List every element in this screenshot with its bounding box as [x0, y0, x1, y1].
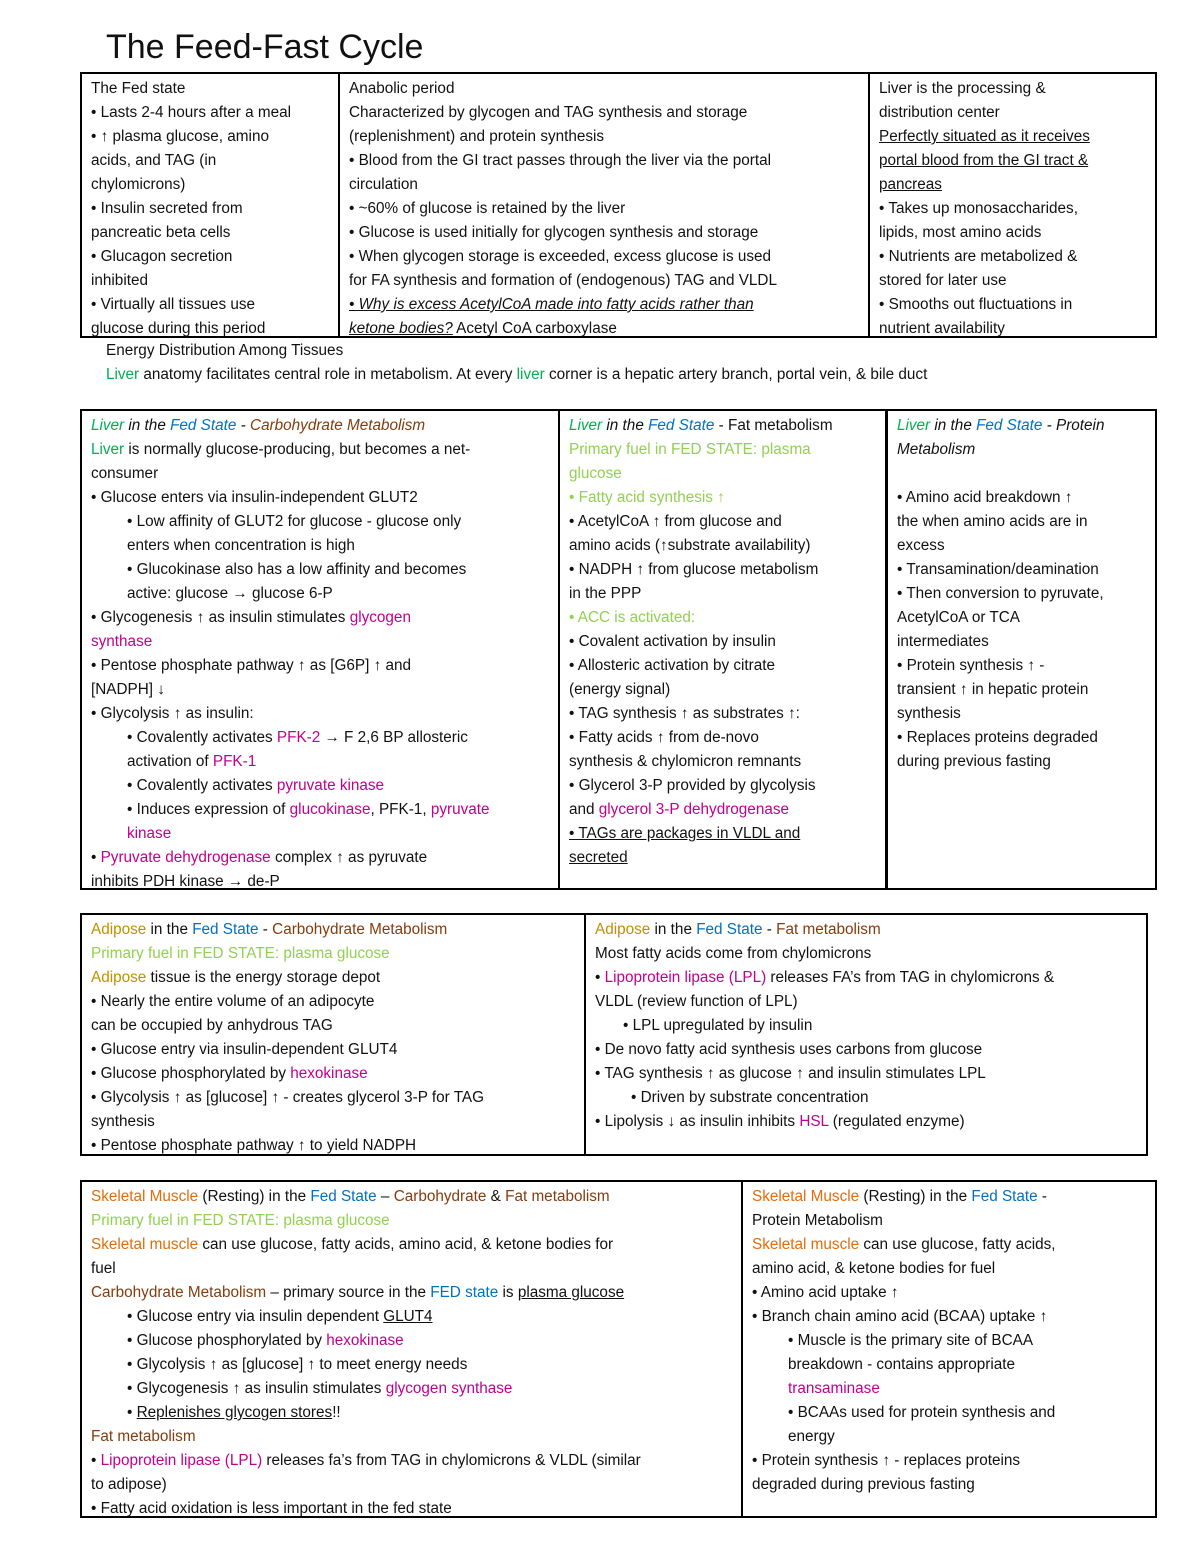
- liver-center-line: • Smooths out fluctuations in: [879, 296, 1073, 313]
- skeletal-muscle-fed-state-table: [80, 1180, 1157, 1518]
- adipose-carb-heading: [91, 918, 576, 942]
- liver-carb-line: enters when concentration is high: [127, 537, 355, 554]
- anabolic-period-column: [338, 74, 868, 336]
- liver-protein-line: during previous fasting: [897, 753, 1051, 770]
- liver-carb-line: [91, 750, 550, 774]
- liver-fat-line: • Covalent activation by insulin: [569, 633, 776, 650]
- muscle-line: • Glycolysis ↑ as [glucose] ↑ to meet energy needs: [127, 1356, 468, 1373]
- adipose-word: Adipose: [91, 969, 147, 986]
- liver-carb-line: [NADPH] ↓: [91, 681, 165, 698]
- liver-carb-line: [91, 798, 550, 822]
- text: • Glycogenesis ↑ as insulin stimulates: [127, 1380, 386, 1397]
- text: is normally glucose-producing, but becomes a net-: [124, 441, 471, 458]
- adipose-word: Adipose: [595, 921, 651, 938]
- liver-fat-line: [569, 798, 877, 822]
- text: – primary source in the: [266, 1284, 431, 1301]
- muscle-line: • Fatty acid oxidation is less important in the fed state: [91, 1500, 452, 1516]
- muscle-protein-line: • Amino acid uptake ↑: [752, 1284, 899, 1301]
- liver-carb-line: [91, 726, 550, 750]
- liver-carb-heading: [91, 414, 550, 438]
- liver-word: Liver: [91, 441, 125, 458]
- liver-center-line: • Nutrients are metabolized &: [879, 248, 1078, 265]
- heading-topic: Carbohydrate: [393, 1188, 487, 1205]
- heading-text: (Resting) in the: [198, 1188, 311, 1205]
- underlined-text: GLUT4: [383, 1308, 433, 1325]
- enzyme-name: Lipoprotein lipase (LPL): [604, 969, 767, 986]
- liver-center-underlined: Perfectly situated as it receives: [879, 128, 1090, 145]
- adipose-carb-line: • Glucose entry via insulin-dependent GLUT4: [91, 1041, 398, 1058]
- liver-protein-line: transient ↑ in hepatic protein: [897, 681, 1089, 698]
- liver-fat-line: synthesis & chylomicron remnants: [569, 753, 802, 770]
- text: • Glucose phosphorylated by: [127, 1332, 327, 1349]
- liver-anatomy-text: corner is a hepatic artery branch, portal vein, & bile duct: [544, 366, 928, 383]
- muscle-line: [91, 1305, 733, 1329]
- liver-fat-line: • NADPH ↑ from glucose metabolism: [569, 561, 819, 578]
- fed-state-line: glucose during this period: [91, 320, 266, 336]
- adipose-fat-heading: [595, 918, 1138, 942]
- liver-protein-line: excess: [897, 537, 945, 554]
- liver-carb-line: • Glucokinase also has a low affinity and becomes: [127, 561, 467, 578]
- question-line: • Why is excess AcetylCoA made into fatty acids rather than: [349, 296, 754, 313]
- liver-fat-line: (energy signal): [569, 681, 671, 698]
- fed-state-word: Fed State: [971, 1188, 1038, 1205]
- liver-word: liver: [516, 366, 545, 383]
- heading-topic: Carbohydrate Metabolism: [250, 417, 426, 434]
- answer-line: [349, 317, 860, 336]
- liver-center-line: stored for later use: [879, 272, 1007, 289]
- fed-state-line: • Lasts 2-4 hours after a meal: [91, 104, 292, 121]
- enzyme-name: PFK-1: [212, 753, 257, 770]
- text: • Induces expression of: [127, 801, 290, 818]
- adipose-fat-line: [595, 966, 1138, 990]
- liver-center-line: • Takes up monosaccharides,: [879, 200, 1078, 217]
- anabolic-line: • Glucose is used initially for glycogen synthesis and storage: [349, 224, 759, 241]
- liver-center-underlined: pancreas: [879, 176, 942, 193]
- text: complex ↑ as pyruvate: [270, 849, 428, 866]
- muscle-protein-line: [752, 1233, 1147, 1257]
- fed-state-line: • ↑ plasma glucose, amino: [91, 128, 269, 145]
- liver-carb-line: • Pentose phosphate pathway ↑ as [G6P] ↑ and: [91, 657, 411, 674]
- anabolic-line: Characterized by glycogen and TAG synthesis and storage: [349, 104, 748, 121]
- fat-metabolism-heading: Fat metabolism: [91, 1428, 196, 1445]
- liver-anatomy-line: [106, 363, 927, 387]
- liver-word: Liver: [91, 417, 125, 434]
- enzyme-name: Pyruvate dehydrogenase: [100, 849, 271, 866]
- liver-fat-line: amino acids (↑substrate availability): [569, 537, 811, 554]
- underlined-text: plasma glucose: [517, 1284, 625, 1301]
- fed-state-word: Fed State: [976, 417, 1043, 434]
- text: • Glycogenesis ↑ as insulin stimulates: [91, 609, 350, 626]
- liver-carb-line: [91, 438, 550, 462]
- liver-protein-line: synthesis: [897, 705, 961, 722]
- text: •: [595, 969, 605, 986]
- muscle-protein-line: • Muscle is the primary site of BCAA: [788, 1332, 1034, 1349]
- muscle-line: [91, 1449, 733, 1473]
- fed-state-word: Fed State: [648, 417, 715, 434]
- liver-fat-heading: [569, 414, 877, 438]
- liver-carb-line: • Glycolysis ↑ as insulin:: [91, 705, 254, 722]
- heading-text: -: [236, 417, 251, 434]
- liver-fat-line: in the PPP: [569, 585, 642, 602]
- muscle-line: [91, 1281, 733, 1305]
- heading-text: - Protein: [1042, 417, 1105, 434]
- answer-text: Acetyl CoA carboxylase: [452, 320, 617, 336]
- text: •: [91, 849, 101, 866]
- text: and: [569, 801, 599, 818]
- fed-state-word: Fed State: [170, 417, 237, 434]
- enzyme-name: glycerol 3-P dehydrogenase: [598, 801, 789, 818]
- heading-text: - Fat metabolism: [714, 417, 833, 434]
- adipose-fat-line: [595, 1110, 1138, 1134]
- question-end: ketone bodies?: [349, 320, 453, 336]
- skeletal-muscle-word: Skeletal Muscle: [91, 1188, 199, 1205]
- adipose-word: Adipose: [91, 921, 147, 938]
- liver-center-line: nutrient availability: [879, 320, 1005, 336]
- liver-fed-state-table: [80, 409, 1157, 890]
- muscle-carb-fat-column: [82, 1182, 741, 1516]
- muscle-line: to adipose): [91, 1476, 167, 1493]
- muscle-protein-line: breakdown - contains appropriate: [788, 1356, 1016, 1373]
- liver-protein-line: • Amino acid breakdown ↑: [897, 489, 1073, 506]
- heading-text: in the: [602, 417, 649, 434]
- liver-protein-line: [897, 462, 1147, 486]
- anabolic-line: • When glycogen storage is exceeded, excess glucose is used: [349, 248, 772, 265]
- liver-protein-line: • Then conversion to pyruvate,: [897, 585, 1104, 602]
- fed-state-line: acids, and TAG (in: [91, 152, 217, 169]
- muscle-line: [91, 1377, 733, 1401]
- muscle-protein-line: • Branch chain amino acid (BCAA) uptake ↑: [752, 1308, 1048, 1325]
- skeletal-muscle-word: Skeletal Muscle: [752, 1188, 860, 1205]
- enzyme-name: pyruvate kinase: [276, 777, 385, 794]
- anabolic-line: Anabolic period: [349, 80, 455, 97]
- liver-protein-line: the when amino acids are in: [897, 513, 1088, 530]
- liver-fat-column: [558, 411, 885, 888]
- adipose-fat-line: • De novo fatty acid synthesis uses carbons from glucose: [595, 1041, 983, 1058]
- fed-state-word: Fed State: [192, 921, 259, 938]
- text: • Glucose phosphorylated by: [91, 1065, 291, 1082]
- liver-anatomy-text: anatomy facilitates central role in metabolism. At every: [139, 366, 517, 383]
- heading-text: in the: [146, 921, 193, 938]
- heading-topic: Carbohydrate Metabolism: [272, 921, 448, 938]
- skeletal-muscle-word: Skeletal muscle: [91, 1236, 199, 1253]
- fed-state-line: The Fed state: [91, 80, 186, 97]
- fed-state-column: [82, 74, 338, 336]
- enzyme-name: glycogen synthase: [385, 1380, 513, 1397]
- energy-distribution-heading: Energy Distribution Among Tissues: [106, 342, 344, 359]
- text: • Glucose entry via insulin dependent: [127, 1308, 384, 1325]
- text: • Lipolysis ↓ as insulin inhibits: [595, 1113, 800, 1130]
- skeletal-muscle-word: Skeletal muscle: [752, 1236, 860, 1253]
- muscle-protein-line: degraded during previous fasting: [752, 1476, 975, 1493]
- anabolic-line: (replenishment) and protein synthesis: [349, 128, 605, 145]
- heading-topic: Carbohydrate Metabolism: [91, 1284, 267, 1301]
- fed-state-line: pancreatic beta cells: [91, 224, 231, 241]
- muscle-protein-line: energy: [788, 1428, 835, 1445]
- muscle-protein-line: • BCAAs used for protein synthesis and: [788, 1404, 1056, 1421]
- text: → F 2,6 BP allosteric: [320, 729, 468, 746]
- liver-fat-line: • Allosteric activation by citrate: [569, 657, 775, 674]
- muscle-protein-heading: [752, 1185, 1147, 1209]
- anabolic-line: for FA synthesis and formation of (endogenous) TAG and VLDL: [349, 272, 777, 289]
- liver-protein-line: AcetylCoA or TCA: [897, 609, 1020, 626]
- heading-text: -: [258, 921, 273, 938]
- liver-center-underlined: portal blood from the GI tract &: [879, 152, 1089, 169]
- enzyme-name: hexokinase: [290, 1065, 368, 1082]
- liver-carb-line: • Glucose enters via insulin-independent GLUT2: [91, 489, 418, 506]
- fed-state-overview-table: [80, 72, 1157, 338]
- adipose-fat-line: • LPL upregulated by insulin: [623, 1017, 813, 1034]
- acc-activated-line: • ACC is activated:: [569, 609, 696, 626]
- adipose-fat-line: Most fatty acids come from chylomicrons: [595, 945, 872, 962]
- liver-protein-heading: Metabolism: [897, 441, 976, 458]
- fed-state-word: FED state: [430, 1284, 499, 1301]
- muscle-line: [91, 1233, 733, 1257]
- anabolic-line: circulation: [349, 176, 418, 193]
- primary-fuel-line: Primary fuel in FED STATE: plasma: [569, 441, 811, 458]
- liver-protein-heading: [897, 414, 1147, 438]
- liver-carb-line: consumer: [91, 465, 159, 482]
- enzyme-name: transaminase: [788, 1380, 880, 1397]
- adipose-carb-line: • Glycolysis ↑ as [glucose] ↑ - creates glycerol 3-P for TAG: [91, 1089, 485, 1106]
- primary-fuel-line: Primary fuel in FED STATE: plasma glucose: [91, 1212, 390, 1229]
- liver-protein-line: • Replaces proteins degraded: [897, 729, 1098, 746]
- liver-word: Liver: [569, 417, 603, 434]
- adipose-fed-state-table: [80, 913, 1148, 1156]
- heading-topic: Fat metabolism: [505, 1188, 610, 1205]
- heading-text: –: [376, 1188, 394, 1205]
- heading-text: in the: [650, 921, 697, 938]
- adipose-carb-line: • Pentose phosphate pathway ↑ to yield NADPH: [91, 1137, 417, 1154]
- text: • Covalently activates: [127, 729, 277, 746]
- adipose-carb-line: [91, 966, 576, 990]
- text: tissue is the energy storage depot: [146, 969, 381, 986]
- muscle-protein-heading: Protein Metabolism: [752, 1212, 883, 1229]
- heading-text: (Resting) in the: [859, 1188, 972, 1205]
- anabolic-line: • Blood from the GI tract passes through the liver via the portal: [349, 152, 771, 169]
- text: • Covalently activates: [127, 777, 277, 794]
- enzyme-name: PFK-2: [276, 729, 321, 746]
- muscle-line: [91, 1329, 733, 1353]
- muscle-heading: [91, 1185, 733, 1209]
- fed-state-line: • Glucagon secretion: [91, 248, 233, 265]
- liver-center-line: Liver is the processing &: [879, 80, 1046, 97]
- text: can use glucose, fatty acids, amino acid, & ketone bodies for: [198, 1236, 614, 1253]
- text: •: [91, 1452, 101, 1469]
- liver-word: Liver: [106, 366, 140, 383]
- text: •: [127, 1404, 137, 1421]
- enzyme-name: synthase: [91, 633, 153, 650]
- heading-text: &: [486, 1188, 506, 1205]
- adipose-carb-line: [91, 1062, 576, 1086]
- primary-fuel-line: Primary fuel in FED STATE: plasma glucose: [91, 945, 390, 962]
- heading-text: -: [762, 921, 777, 938]
- liver-fat-line: • Glycerol 3-P provided by glycolysis: [569, 777, 816, 794]
- enzyme-name: pyruvate: [430, 801, 490, 818]
- adipose-fat-line: VLDL (review function of LPL): [595, 993, 798, 1010]
- liver-fat-line: • AcetylCoA ↑ from glucose and: [569, 513, 782, 530]
- fed-state-word: Fed State: [696, 921, 763, 938]
- heading-text: in the: [124, 417, 171, 434]
- text: can use glucose, fatty acids,: [859, 1236, 1056, 1253]
- fed-state-line: chylomicrons): [91, 176, 186, 193]
- enzyme-name: hexokinase: [326, 1332, 404, 1349]
- primary-fuel-line: glucose: [569, 465, 622, 482]
- adipose-carb-line: synthesis: [91, 1113, 155, 1130]
- liver-carb-line: active: glucose → glucose 6-P: [127, 585, 333, 602]
- liver-carb-line: inhibits PDH kinase → de-P: [91, 873, 280, 888]
- adipose-carb-line: can be occupied by anhydrous TAG: [91, 1017, 333, 1034]
- liver-carb-line: [91, 606, 550, 630]
- fed-state-word: Fed State: [310, 1188, 377, 1205]
- text: , PFK-1,: [370, 801, 431, 818]
- liver-center-line: distribution center: [879, 104, 1000, 121]
- liver-carb-line: [91, 846, 550, 870]
- enzyme-name: Lipoprotein lipase (LPL): [100, 1452, 263, 1469]
- muscle-protein-line: amino acid, & ketone bodies for fuel: [752, 1260, 996, 1277]
- enzyme-name: HSL: [799, 1113, 829, 1130]
- liver-carb-line: [91, 774, 550, 798]
- fed-state-line: inhibited: [91, 272, 148, 289]
- liver-word: Liver: [897, 417, 931, 434]
- enzyme-name: glycogen: [349, 609, 411, 626]
- fed-state-line: • Insulin secreted from: [91, 200, 243, 217]
- text: activation of: [127, 753, 213, 770]
- fed-state-line: • Virtually all tissues use: [91, 296, 256, 313]
- liver-center-line: lipids, most amino acids: [879, 224, 1042, 241]
- liver-protein-line: intermediates: [897, 633, 989, 650]
- anabolic-line: • ~60% of glucose is retained by the liver: [349, 200, 626, 217]
- liver-fat-underlined: • TAGs are packages in VLDL and: [569, 825, 801, 842]
- text: releases fa’s from TAG in chylomicrons & VLDL (similar: [262, 1452, 641, 1469]
- liver-carb-column: [82, 411, 558, 888]
- adipose-fat-line: • TAG synthesis ↑ as glucose ↑ and insulin stimulates LPL: [595, 1065, 986, 1082]
- liver-fat-line: • Fatty acids ↑ from de-novo: [569, 729, 759, 746]
- text: !!: [332, 1404, 341, 1421]
- adipose-fat-column: [584, 915, 1146, 1154]
- fatty-acid-synthesis-line: • Fatty acid synthesis ↑: [569, 489, 725, 506]
- adipose-carb-line: • Nearly the entire volume of an adipocyte: [91, 993, 375, 1010]
- muscle-line: [91, 1401, 733, 1425]
- text: is: [498, 1284, 518, 1301]
- enzyme-name: kinase: [127, 825, 172, 842]
- adipose-carb-column: [82, 915, 584, 1154]
- underlined-text: Replenishes glycogen stores: [136, 1404, 333, 1421]
- heading-topic: Fat metabolism: [776, 921, 881, 938]
- muscle-line: fuel: [91, 1260, 116, 1277]
- text: (regulated enzyme): [828, 1113, 965, 1130]
- liver-protein-line: • Protein synthesis ↑ -: [897, 657, 1045, 674]
- heading-text: in the: [930, 417, 977, 434]
- liver-center-column: [868, 74, 1155, 336]
- liver-protein-line: • Transamination/deamination: [897, 561, 1099, 578]
- heading-text: -: [1037, 1188, 1048, 1205]
- muscle-protein-line: • Protein synthesis ↑ - replaces proteins: [752, 1452, 1021, 1469]
- liver-fat-line: • TAG synthesis ↑ as substrates ↑:: [569, 705, 800, 722]
- adipose-fat-line: • Driven by substrate concentration: [631, 1089, 869, 1106]
- liver-carb-line: • Low affinity of GLUT2 for glucose - glucose only: [127, 513, 462, 530]
- enzyme-name: glucokinase: [289, 801, 371, 818]
- liver-protein-column: [885, 411, 1155, 888]
- text: releases FA’s from TAG in chylomicrons &: [766, 969, 1055, 986]
- page-title: The Feed-Fast Cycle: [106, 28, 424, 66]
- muscle-protein-column: [741, 1182, 1155, 1516]
- liver-fat-underlined: secreted: [569, 849, 628, 866]
